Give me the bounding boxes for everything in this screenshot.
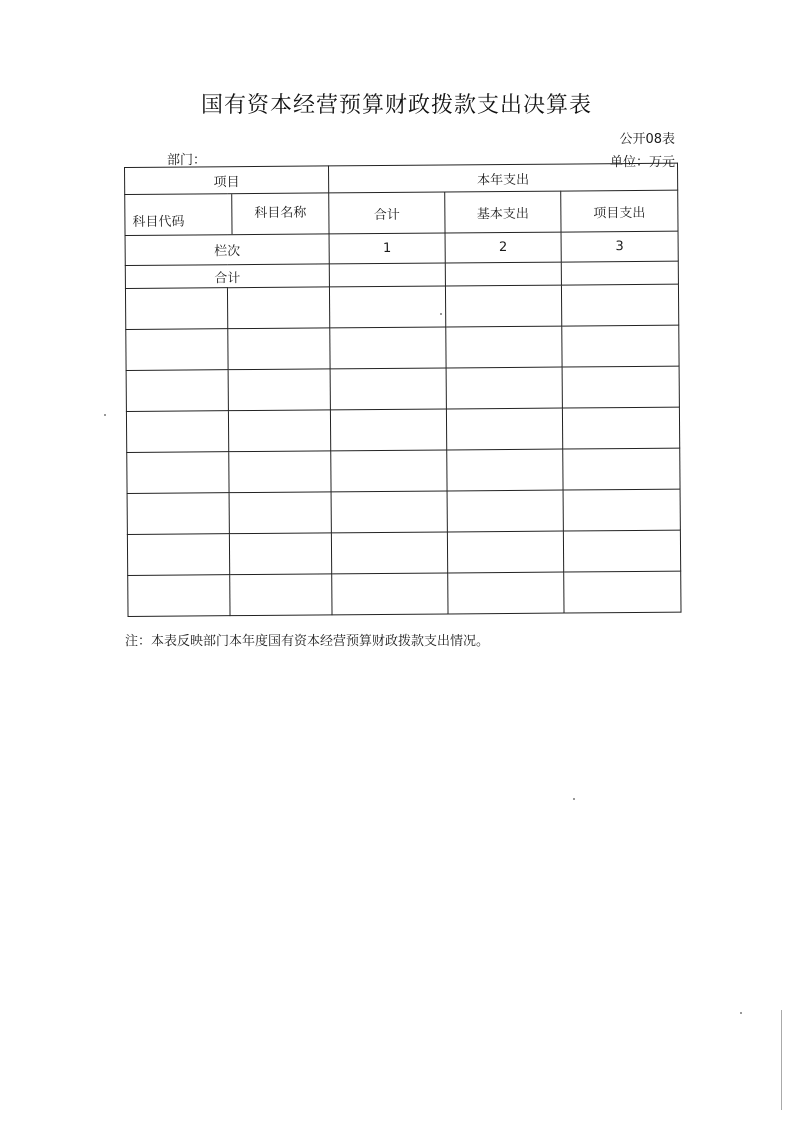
column-number: 1 [329, 233, 445, 264]
table-cell [127, 493, 229, 535]
table-cell [445, 262, 561, 286]
table-cell [446, 326, 562, 368]
page-title: 国有资本经营预算财政拨款支出决算表 [200, 93, 592, 118]
scan-speck [104, 414, 106, 416]
table-cell [330, 409, 446, 451]
table-cell [330, 368, 446, 410]
table-cell [447, 449, 563, 491]
table-cell [563, 448, 680, 490]
table-cell [561, 261, 678, 285]
expense-header: 本年支出 [329, 163, 678, 193]
table-cell [228, 328, 330, 370]
table-cell [331, 532, 447, 574]
table-cell [562, 366, 679, 408]
table-cell [227, 287, 329, 329]
column-number: 3 [561, 231, 678, 262]
scan-speck [440, 313, 442, 315]
table-cell [126, 370, 228, 412]
table-cell [228, 369, 330, 411]
scan-speck [573, 798, 575, 800]
table-cell [125, 288, 227, 330]
table-cell [564, 571, 681, 613]
header-row-1 [125, 163, 678, 194]
table-cell [331, 450, 447, 492]
expense-table [124, 163, 682, 617]
column-number-row [125, 231, 678, 265]
footnote: 注：本表反映部门本年度国有资本经营预算财政拨款支出情况。 [125, 634, 490, 649]
expense-table-container [124, 163, 681, 619]
table-row [125, 284, 678, 329]
table-row [128, 571, 681, 616]
subject-name-header: 科目名称 [254, 205, 307, 221]
table-row [127, 489, 680, 534]
table-row [127, 448, 680, 493]
table-cell [126, 411, 228, 453]
subject-code-header: 科目代码 [132, 214, 185, 230]
basic-expense-header: 基本支出 [445, 191, 561, 233]
table-cell [330, 327, 446, 369]
code-name-header-cell [125, 193, 329, 236]
table-cell [329, 286, 445, 328]
table-cell [229, 533, 331, 575]
table-cell [447, 531, 563, 573]
scan-speck [740, 1012, 742, 1014]
table-cell [332, 573, 448, 615]
table-cell [446, 408, 562, 450]
total-row-label: 合计 [125, 264, 329, 289]
table-cell [128, 575, 230, 617]
table-row [126, 325, 679, 370]
table-cell [126, 329, 228, 371]
table-cell [562, 407, 679, 449]
table-cell [229, 451, 331, 493]
table-row [126, 407, 679, 452]
table-row [126, 366, 679, 411]
table-cell [562, 325, 679, 367]
table-cell [127, 452, 229, 494]
table-cell [228, 410, 330, 452]
unit-label: 单位：万元 [609, 155, 675, 170]
table-row [127, 530, 680, 575]
table-cell [329, 263, 445, 287]
table-cell [229, 492, 331, 534]
table-cell [230, 574, 332, 616]
table-cell [446, 367, 562, 409]
table-cell [127, 534, 229, 576]
department-label: 部门： [167, 153, 207, 168]
item-header: 项目 [125, 166, 329, 195]
table-cell [448, 572, 564, 614]
column-number: 2 [445, 232, 561, 263]
header-row-2 [125, 190, 678, 235]
project-expense-header: 项目支出 [561, 190, 678, 232]
table-cell [563, 489, 680, 531]
table-cell [561, 284, 678, 326]
form-number: 公开08表 [619, 132, 675, 147]
scan-edge-line [781, 1010, 782, 1110]
total-header: 合计 [329, 192, 445, 234]
column-label: 栏次 [125, 234, 329, 266]
table-cell [447, 490, 563, 532]
table-cell [331, 491, 447, 533]
table-cell [445, 285, 561, 327]
table-cell [563, 530, 680, 572]
